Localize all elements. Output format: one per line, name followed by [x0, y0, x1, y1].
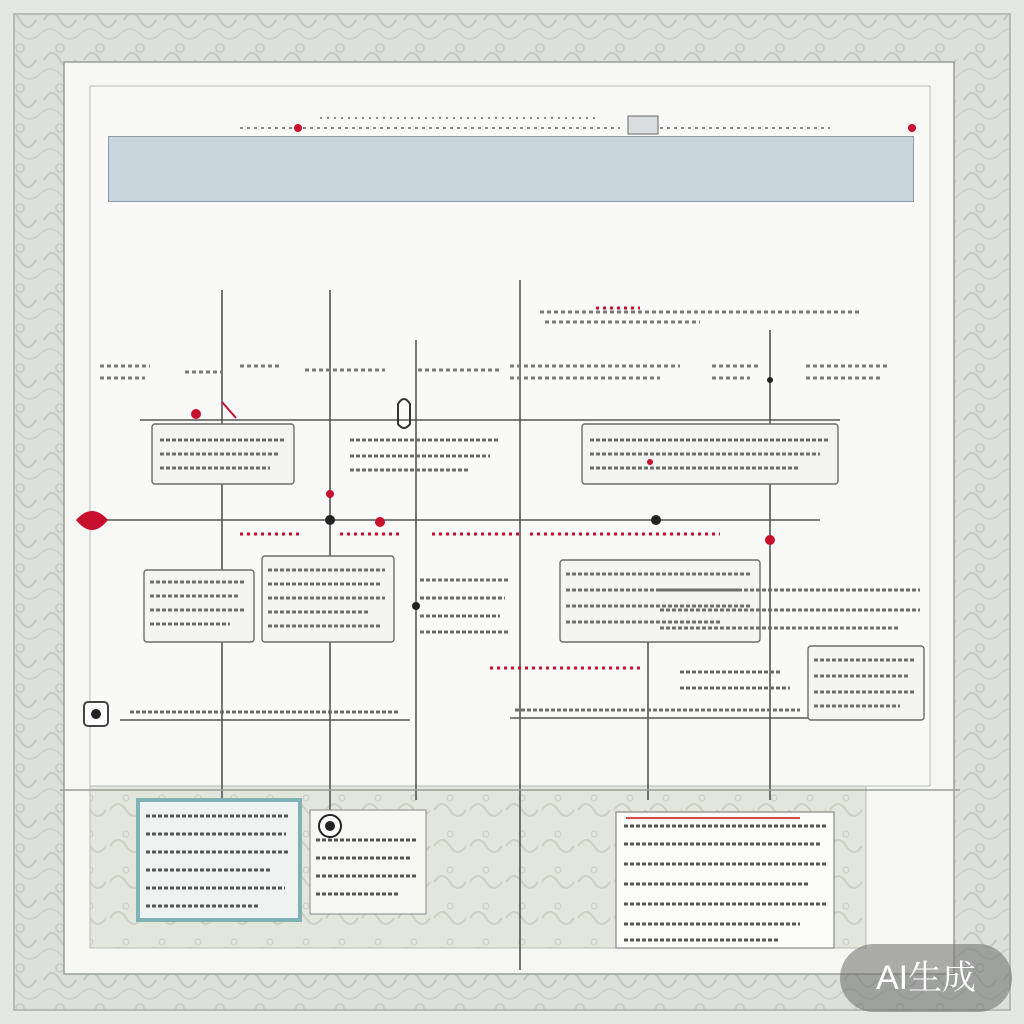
subtitle-banner [108, 136, 914, 202]
ai-generated-badge: AI生成 [840, 944, 1012, 1012]
